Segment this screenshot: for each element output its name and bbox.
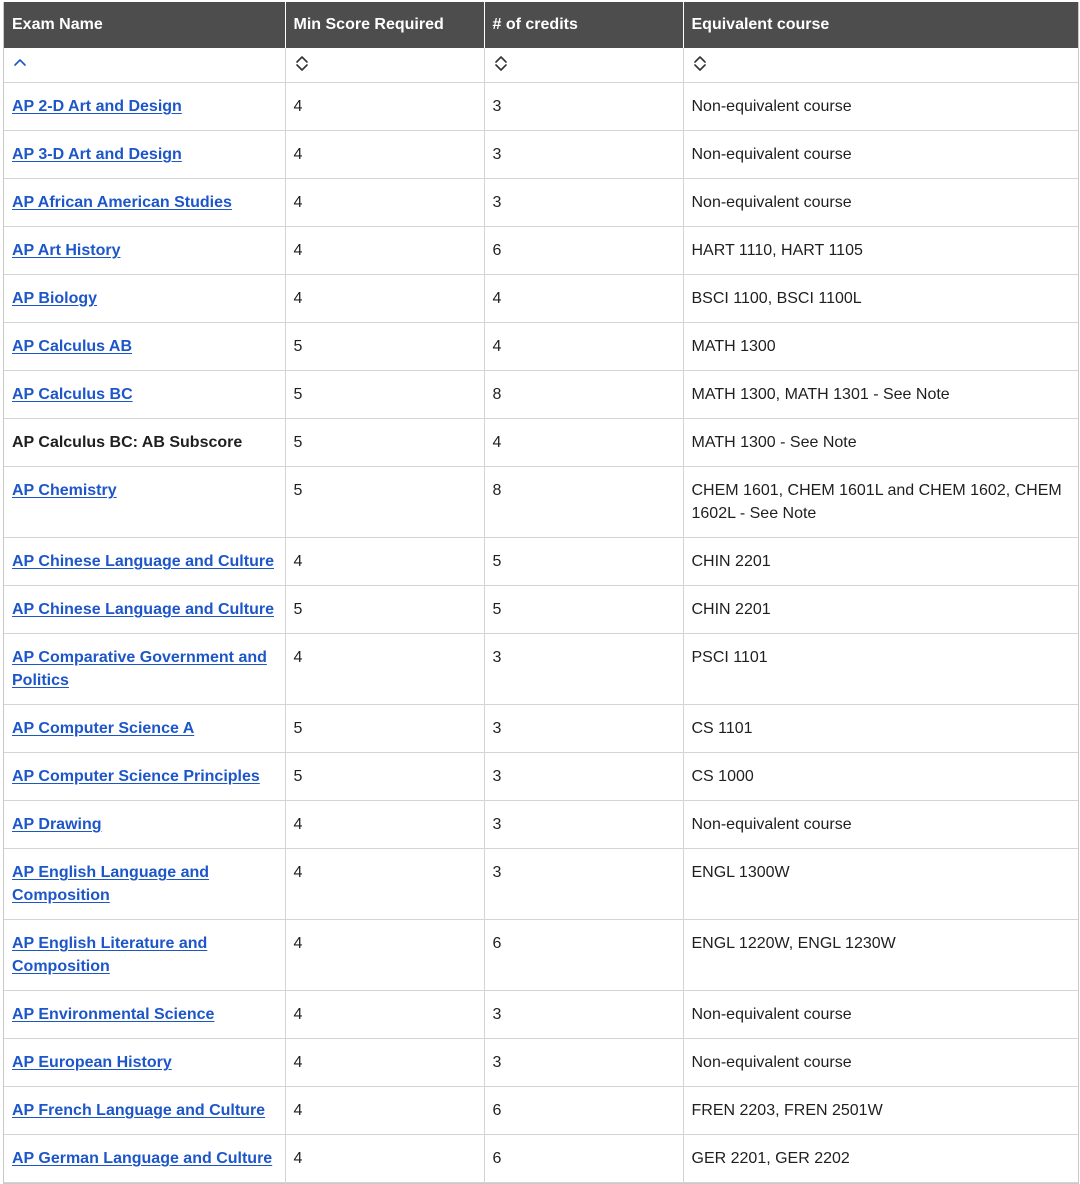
exam-name-cell <box>4 1135 285 1183</box>
table-row <box>4 705 1078 753</box>
exam-link[interactable]: AP Environmental Science <box>12 1006 215 1023</box>
sort-updown-icon[interactable] <box>493 55 509 71</box>
min-score-cell: 4 <box>285 83 484 131</box>
exam-name-cell <box>4 753 285 801</box>
credits-cell: 3 <box>484 991 683 1039</box>
exam-name-cell <box>4 634 285 705</box>
table-row <box>4 1135 1078 1183</box>
table-row <box>4 179 1078 227</box>
table-row <box>4 419 1078 467</box>
header-exam-name[interactable]: Exam Name <box>4 2 285 48</box>
sort-cell-min-score <box>285 48 484 83</box>
min-score-cell: 4 <box>285 801 484 849</box>
table-row <box>4 371 1078 419</box>
equivalent-course-cell: GER 2201, GER 2202 <box>683 1135 1078 1183</box>
credits-cell: 5 <box>484 586 683 634</box>
table-row <box>4 586 1078 634</box>
equivalent-course-cell: FREN 2203, FREN 2501W <box>683 1087 1078 1135</box>
exam-link[interactable]: AP Chinese Language and Culture <box>12 553 274 570</box>
table-row <box>4 83 1078 131</box>
min-score-cell: 4 <box>285 849 484 920</box>
equivalent-course-cell: CHEM 1601, CHEM 1601L and CHEM 1602, CHEM 1602L - See Note <box>683 467 1078 538</box>
exam-link[interactable]: AP Calculus BC <box>12 386 133 403</box>
min-score-cell: 5 <box>285 371 484 419</box>
sort-cell-credits <box>484 48 683 83</box>
min-score-cell: 5 <box>285 419 484 467</box>
min-score-cell: 4 <box>285 1135 484 1183</box>
exam-name-cell <box>4 131 285 179</box>
credits-cell: 8 <box>484 371 683 419</box>
credits-cell: 3 <box>484 705 683 753</box>
table-row <box>4 849 1078 920</box>
table-body <box>4 83 1078 1183</box>
credits-cell: 3 <box>484 634 683 705</box>
table-row <box>4 467 1078 538</box>
equivalent-course-cell: CHIN 2201 <box>683 538 1078 586</box>
min-score-cell: 4 <box>285 1087 484 1135</box>
exam-link[interactable]: AP Comparative Government and Politics <box>12 649 267 689</box>
table-row <box>4 753 1078 801</box>
equivalent-course-cell: Non-equivalent course <box>683 991 1078 1039</box>
exam-name-cell <box>4 83 285 131</box>
equivalent-course-cell: Non-equivalent course <box>683 83 1078 131</box>
exam-link[interactable]: AP 3-D Art and Design <box>12 146 182 163</box>
min-score-cell: 4 <box>285 920 484 991</box>
table-row <box>4 538 1078 586</box>
exam-name-cell <box>4 538 285 586</box>
sort-controls-row <box>4 48 1078 83</box>
chevron-up-icon[interactable] <box>12 55 28 71</box>
credits-cell: 3 <box>484 849 683 920</box>
credits-cell: 3 <box>484 131 683 179</box>
equivalent-course-cell: MATH 1300 <box>683 323 1078 371</box>
exam-name-cell <box>4 849 285 920</box>
exam-link[interactable]: AP French Language and Culture <box>12 1102 266 1119</box>
exam-link[interactable]: AP Chinese Language and Culture <box>12 601 274 618</box>
header-equivalent-course[interactable]: Equivalent course <box>683 2 1078 48</box>
exam-link[interactable]: AP English Language and Composition <box>12 864 210 904</box>
min-score-cell: 5 <box>285 323 484 371</box>
sort-cell-exam-name <box>4 48 285 83</box>
table-header-row <box>4 2 1078 48</box>
exam-link[interactable]: AP Calculus AB <box>12 338 133 355</box>
min-score-cell: 5 <box>285 705 484 753</box>
exam-link[interactable]: AP African American Studies <box>12 194 232 211</box>
exam-name-cell <box>4 467 285 538</box>
ap-credit-table-container <box>3 2 1079 1184</box>
min-score-cell: 4 <box>285 179 484 227</box>
exam-name-cell <box>4 371 285 419</box>
exam-name-cell <box>4 179 285 227</box>
equivalent-course-cell: Non-equivalent course <box>683 1039 1078 1087</box>
table-row <box>4 227 1078 275</box>
sort-updown-icon[interactable] <box>692 55 708 71</box>
header-credits[interactable]: # of credits <box>484 2 683 48</box>
sort-cell-equivalent-course <box>683 48 1078 83</box>
exam-link[interactable]: AP Chemistry <box>12 482 117 499</box>
exam-name-cell <box>4 275 285 323</box>
exam-name-cell <box>4 1087 285 1135</box>
equivalent-course-cell: CS 1000 <box>683 753 1078 801</box>
credits-cell: 4 <box>484 323 683 371</box>
equivalent-course-cell: MATH 1300 - See Note <box>683 419 1078 467</box>
credits-cell: 4 <box>484 419 683 467</box>
exam-link[interactable]: AP Biology <box>12 290 98 307</box>
exam-name-cell <box>4 801 285 849</box>
credits-cell: 5 <box>484 538 683 586</box>
equivalent-course-cell: Non-equivalent course <box>683 179 1078 227</box>
exam-link[interactable]: AP German Language and Culture <box>12 1150 273 1167</box>
credits-cell: 3 <box>484 83 683 131</box>
table-row <box>4 991 1078 1039</box>
equivalent-course-cell: Non-equivalent course <box>683 131 1078 179</box>
header-min-score[interactable]: Min Score Required <box>285 2 484 48</box>
credits-cell: 3 <box>484 179 683 227</box>
table-row <box>4 275 1078 323</box>
exam-name-text: AP Calculus BC: AB Subscore <box>12 434 243 451</box>
exam-name-cell <box>4 1039 285 1087</box>
min-score-cell: 4 <box>285 131 484 179</box>
credits-cell: 3 <box>484 1039 683 1087</box>
equivalent-course-cell: ENGL 1300W <box>683 849 1078 920</box>
exam-link[interactable]: AP Drawing <box>12 816 102 833</box>
exam-name-cell <box>4 323 285 371</box>
table-row <box>4 1039 1078 1087</box>
min-score-cell: 4 <box>285 991 484 1039</box>
ap-credit-table <box>4 2 1078 1183</box>
min-score-cell: 4 <box>285 275 484 323</box>
credits-cell: 6 <box>484 1135 683 1183</box>
credits-cell: 3 <box>484 753 683 801</box>
exam-name-cell <box>4 920 285 991</box>
min-score-cell: 5 <box>285 586 484 634</box>
exam-name-cell <box>4 586 285 634</box>
min-score-cell: 4 <box>285 227 484 275</box>
equivalent-course-cell: ENGL 1220W, ENGL 1230W <box>683 920 1078 991</box>
equivalent-course-cell: Non-equivalent course <box>683 801 1078 849</box>
table-row <box>4 801 1078 849</box>
equivalent-course-cell: MATH 1300, MATH 1301 - See Note <box>683 371 1078 419</box>
min-score-cell: 4 <box>285 634 484 705</box>
equivalent-course-cell: BSCI 1100, BSCI 1100L <box>683 275 1078 323</box>
exam-name-cell <box>4 227 285 275</box>
min-score-cell: 5 <box>285 467 484 538</box>
exam-name-cell <box>4 991 285 1039</box>
credits-cell: 8 <box>484 467 683 538</box>
table-row <box>4 131 1078 179</box>
table-row <box>4 1087 1078 1135</box>
table-row <box>4 323 1078 371</box>
exam-link[interactable]: AP English Literature and Composition <box>12 935 208 975</box>
credits-cell: 6 <box>484 227 683 275</box>
table-row <box>4 920 1078 991</box>
min-score-cell: 4 <box>285 538 484 586</box>
exam-name-cell <box>4 705 285 753</box>
min-score-cell: 4 <box>285 1039 484 1087</box>
credits-cell: 6 <box>484 1087 683 1135</box>
exam-name-cell <box>4 419 285 467</box>
sort-updown-icon[interactable] <box>294 55 310 71</box>
exam-link[interactable]: AP Computer Science A <box>12 720 195 737</box>
exam-link[interactable]: AP Art History <box>12 242 121 259</box>
min-score-cell: 5 <box>285 753 484 801</box>
equivalent-course-cell: HART 1110, HART 1105 <box>683 227 1078 275</box>
equivalent-course-cell: PSCI 1101 <box>683 634 1078 705</box>
credits-cell: 6 <box>484 920 683 991</box>
equivalent-course-cell: CS 1101 <box>683 705 1078 753</box>
exam-link[interactable]: AP Computer Science Principles <box>12 768 260 785</box>
equivalent-course-cell: CHIN 2201 <box>683 586 1078 634</box>
table-row <box>4 634 1078 705</box>
credits-cell: 4 <box>484 275 683 323</box>
credits-cell: 3 <box>484 801 683 849</box>
exam-link[interactable]: AP European History <box>12 1054 172 1071</box>
exam-link[interactable]: AP 2-D Art and Design <box>12 98 182 115</box>
